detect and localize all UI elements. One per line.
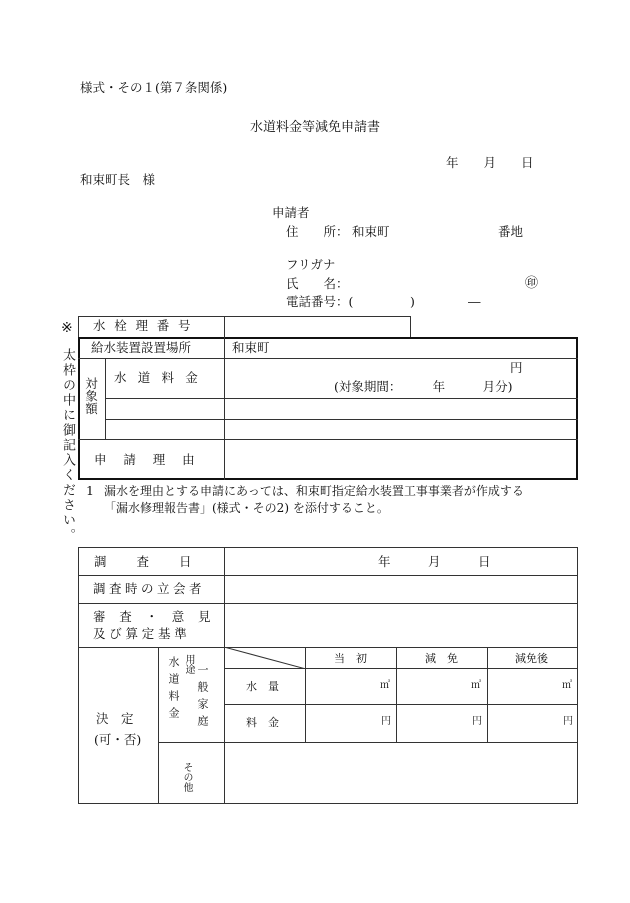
asterisk-mark: ※	[61, 320, 73, 336]
water-fee-label: 水道料金	[114, 370, 210, 385]
line	[396, 647, 397, 742]
line	[78, 439, 578, 440]
col-after: 減免後	[515, 652, 548, 665]
unit-m3-after: ㎥	[562, 680, 572, 691]
location-value[interactable]: 和束町	[232, 340, 270, 355]
addressee: 和束町長 様	[80, 172, 156, 187]
line	[105, 358, 106, 439]
note-line-2: 「漏水修理報告書」(様式・その2) を添付すること。	[104, 501, 389, 515]
line	[78, 603, 578, 604]
meter-row-divider	[224, 316, 225, 338]
diagonal-line	[224, 647, 306, 669]
row-fee-label: 料 金	[246, 716, 279, 729]
line	[78, 647, 578, 648]
date-line: 年 月 日	[446, 155, 534, 170]
target-amount-label: 対象額	[83, 377, 99, 415]
line	[78, 575, 578, 576]
meter-number-label: 水栓理番号	[93, 318, 200, 333]
row-volume-label: 水 量	[246, 680, 279, 693]
water-fee-vertical-label: 水道料金	[167, 656, 180, 724]
unit-yen-reduction: 円	[472, 716, 482, 727]
col-reduction: 減 免	[425, 652, 458, 665]
yen-unit: 円	[510, 360, 523, 375]
reason-label: 申請理由	[94, 452, 212, 467]
use-label: 用途	[183, 654, 194, 674]
form-title: 水道料金等減免申請書	[250, 120, 381, 135]
name-label: 氏 名：	[286, 276, 349, 291]
unit-m3-initial: ㎥	[380, 680, 390, 691]
form-reference: 様式・その１(第７条関係)	[80, 80, 228, 95]
furigana-label: フリガナ	[286, 257, 336, 272]
phone-dash: ―	[468, 294, 481, 309]
phone-label: 電話番号：(	[286, 294, 354, 309]
address-suffix: 番地	[498, 224, 524, 239]
decision-label: 決 定	[96, 711, 134, 726]
other-input[interactable]	[226, 744, 576, 802]
line	[224, 704, 578, 705]
general-household-label: 一般家庭	[196, 664, 209, 732]
extra-row-1-input[interactable]	[226, 400, 576, 417]
extra-row-2-input[interactable]	[226, 421, 576, 438]
line	[105, 419, 578, 420]
survey-date-label: 調査日	[94, 554, 222, 569]
address-value: 和束町	[352, 224, 390, 239]
reason-input[interactable]	[226, 441, 576, 478]
line	[105, 398, 578, 399]
note-number: 1	[86, 483, 94, 498]
decision-sub: (可・否)	[94, 732, 142, 747]
meter-number-input[interactable]	[226, 318, 409, 336]
line	[224, 337, 225, 480]
line	[159, 742, 578, 743]
applicant-heading: 申請者	[272, 205, 310, 220]
phone-paren-close: )	[410, 294, 415, 309]
seal-mark: ㊞	[525, 276, 539, 291]
line	[487, 647, 488, 742]
other-label: その他	[181, 762, 192, 792]
line	[78, 358, 578, 359]
survey-date-value[interactable]: 年 月 日	[378, 554, 491, 569]
line	[158, 647, 159, 804]
unit-yen-initial: 円	[381, 716, 391, 727]
note-line-1: 漏水を理由とする申請にあっては、和束町指定給水装置工事事業者が作成する	[104, 484, 524, 498]
side-note-text: 太枠の中に御記入ください。	[60, 348, 75, 543]
location-label: 給水装置設置場所	[91, 340, 192, 355]
col-initial: 当 初	[334, 652, 367, 665]
line	[224, 547, 225, 804]
target-period[interactable]: (対象期間： 年 月分)	[334, 379, 513, 394]
witness-label: 調査時の立会者	[93, 581, 206, 596]
review-label-1: 審査・意見	[93, 609, 225, 624]
witness-input[interactable]	[226, 577, 576, 601]
unit-yen-after: 円	[563, 716, 573, 727]
review-input[interactable]	[226, 605, 576, 645]
address-label: 住 所：	[286, 224, 349, 239]
unit-m3-reduction: ㎥	[471, 680, 481, 691]
review-label-2: 及び算定基準	[93, 626, 191, 641]
